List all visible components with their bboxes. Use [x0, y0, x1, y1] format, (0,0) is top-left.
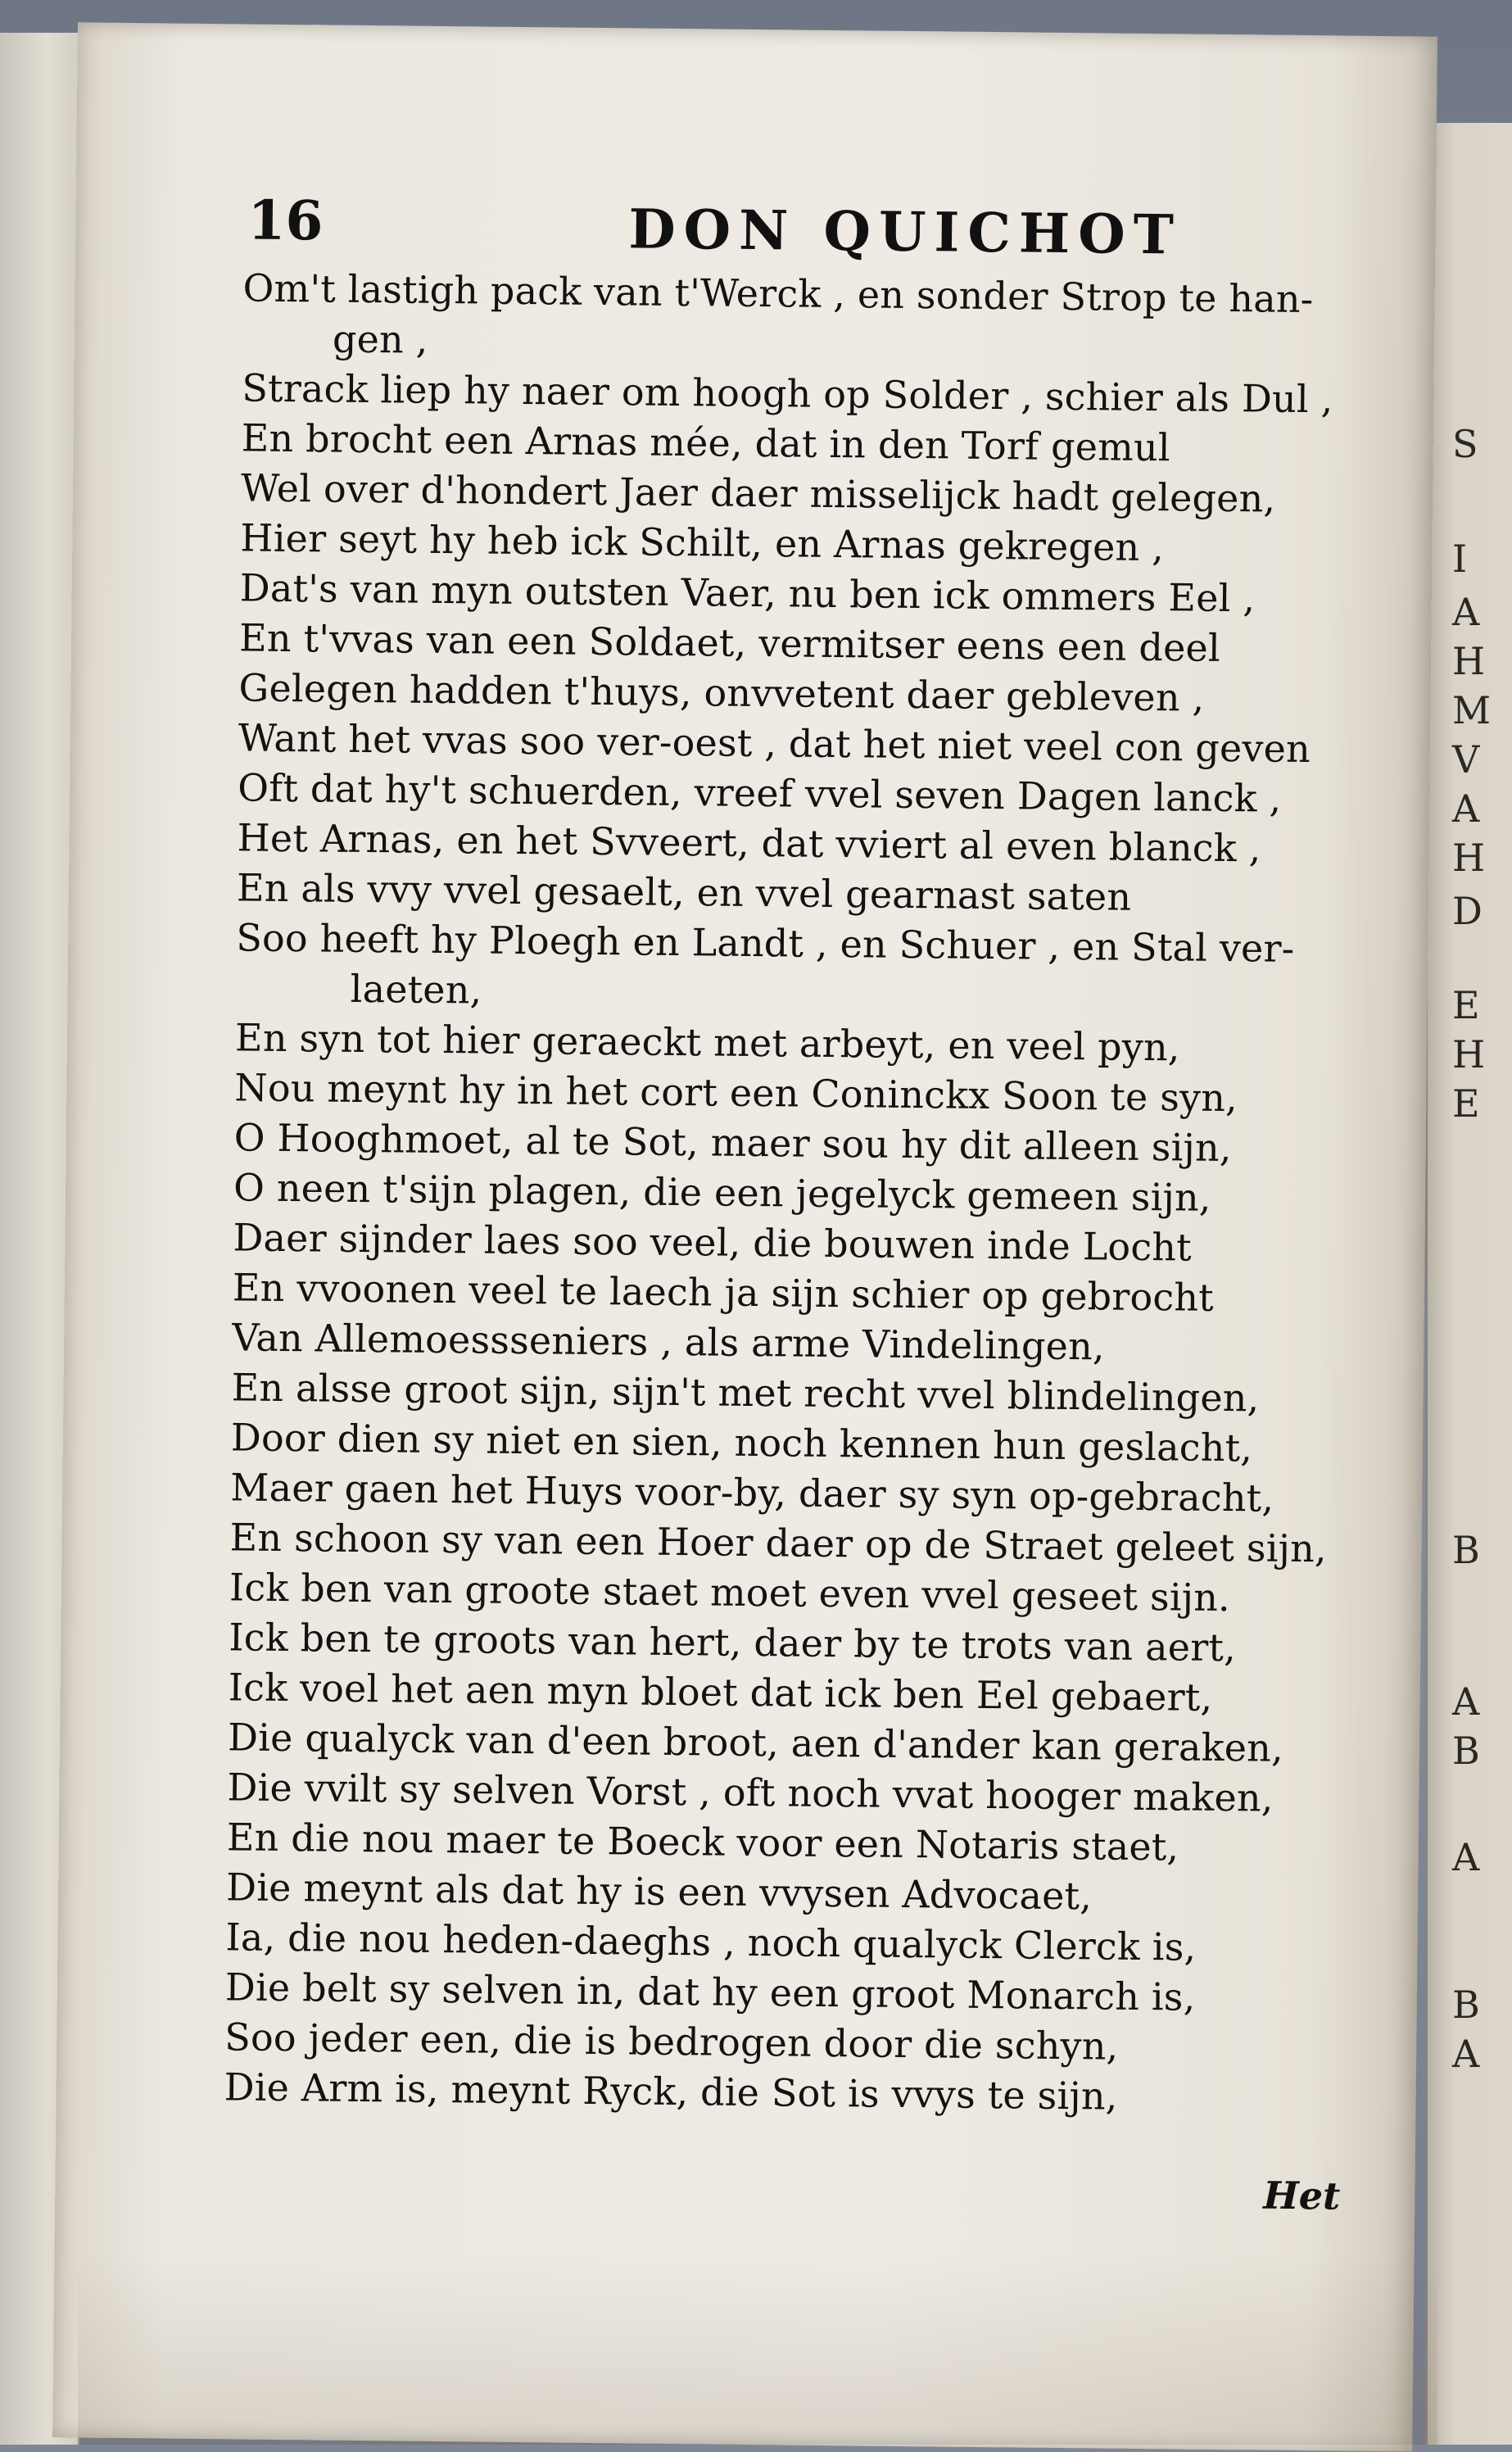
adjacent-page-fragment: S [1452, 422, 1478, 466]
verse-line: Wel over d'hondert Jaer daer misselijck hadt gelegen, [240, 465, 1276, 521]
verse-line: Die belt sy selven in, dat hy een groot Monarch is, [224, 1965, 1196, 2019]
verse-line: Ick voel het aen myn bloet dat ick ben Eel gebaert, [228, 1665, 1213, 1720]
adjacent-page-fragment: V [1452, 737, 1480, 782]
adjacent-page-fragment: M [1452, 688, 1492, 732]
verse-line: Die qualyck van d'een broot, aen d'ander kan geraken, [227, 1715, 1284, 1770]
verse-line: Die meynt als dat hy is een vvysen Advocaet, [225, 1865, 1093, 1919]
verse-line: Ia, die nou heden-daeghs , noch qualyck Clerck is, [225, 1915, 1197, 1969]
adjacent-page-fragment: A [1452, 590, 1480, 634]
adjacent-page-fragment: A [1452, 1679, 1480, 1724]
verse-line: En alsse groot sijn, sijn't met recht vvel blindelingen, [231, 1365, 1260, 1421]
adjacent-page-fragment: I [1452, 537, 1468, 581]
page-header [247, 188, 1346, 273]
verse-line: Ick ben te groots van hert, daer by te trots van aert, [229, 1615, 1237, 1670]
verse-line: Maer gaen het Huys voor-by, daer sy syn op-gebracht, [230, 1465, 1274, 1521]
verse-line: Soo jeder een, die is bedrogen door die schyn, [224, 2015, 1119, 2069]
verse-line: O Hooghmoet, al te Sot, maer sou hy dit alleen sijn, [233, 1115, 1232, 1171]
verse-line: Oft dat hy't schuerden, vreef vvel seven Dagen lanck , [237, 765, 1282, 821]
verse-line: Het Arnas, en het Svveert, dat vviert al even blanck , [237, 815, 1261, 871]
verse-line: Strack liep hy naer om hoogh op Solder , schier als Dul , [242, 365, 1333, 422]
adjacent-page-fragment: E [1452, 983, 1480, 1027]
verse-line: Die vvilt sy selven Vorst , oft noch vvat hooger maken, [227, 1765, 1274, 1820]
verse-line: Door dien sy niet en sien, noch kennen hun geslacht, [230, 1415, 1253, 1471]
adjacent-page-fragment: E [1452, 1081, 1480, 1126]
adjacent-page-fragment: D [1452, 889, 1483, 933]
verse-line: laeten, [350, 966, 482, 1013]
verse-line: En die nou maer te Boeck voor een Notaris staet, [226, 1815, 1179, 1870]
adjacent-page-fragment: A [1452, 1835, 1480, 1879]
verse-line: Want het vvas soo ver-oest , dat het niet veel con geven [238, 715, 1311, 772]
verse-line: Van Allemoessseniers , als arme Vindelingen, [231, 1315, 1106, 1369]
verse-line: Soo heeft hy Ploegh en Landt , en Schuer , en Stal ver- [236, 915, 1295, 971]
verse-line: En vvoonen veel te laech ja sijn schier op gebrocht [232, 1265, 1215, 1320]
running-title: DON QUICHOT [628, 197, 1183, 267]
adjacent-page-fragment: H [1452, 1032, 1486, 1076]
adjacent-page-fragment: H [1452, 836, 1486, 880]
verse-line: En brocht een Arnas mée, dat in den Torf gemul [241, 415, 1171, 470]
adjacent-page-fragment: B [1452, 1983, 1480, 2027]
adjacent-page-fragment: A [1452, 2032, 1480, 2076]
verse-line: Die Arm is, meynt Ryck, die Sot is vvys te sijn, [224, 2064, 1118, 2119]
adjacent-page-fragment: B [1452, 1528, 1480, 1572]
book-page [52, 22, 1437, 2451]
verse-line: En syn tot hier geraeckt met arbeyt, en veel pyn, [234, 1015, 1180, 1070]
adjacent-page-fragment: H [1452, 639, 1486, 683]
page-shadow [78, 2253, 1437, 2445]
verse-line: En als vvy vvel gesaelt, en vvel gearnast saten [236, 865, 1132, 919]
verse-line: O neen t'sijn plagen, die een jegelyck gemeen sijn, [233, 1165, 1211, 1220]
verse-text [224, 263, 1406, 2124]
verse-line: Ick ben van groote staet moet even vvel geseet sijn. [229, 1565, 1231, 1620]
verse-line: En schoon sy van een Hoer daer op de Straet geleet sijn, [229, 1515, 1328, 1571]
adjacent-page-fragment: B [1452, 1729, 1480, 1773]
verse-line: Hier seyt hy heb ick Schilt, en Arnas gekregen , [240, 515, 1165, 570]
adjacent-page [1425, 123, 1512, 2445]
page-number: 16 [247, 188, 324, 253]
adjacent-page-fragment: A [1452, 786, 1480, 831]
verse-line: En t'vvas van een Soldaet, vermitser eens een deel [238, 615, 1221, 670]
verse-line: gen , [332, 316, 428, 362]
verse-line: Daer sijnder laes soo veel, die bouwen inde Locht [233, 1215, 1193, 1270]
verse-line: Nou meynt hy in het cort een Coninckx Soon te syn, [234, 1065, 1238, 1121]
verse-line: Dat's van myn outsten Vaer, nu ben ick ommers Eel , [239, 565, 1256, 621]
catchword: Het [1263, 2173, 1341, 2219]
verse-line: Om't lastigh pack van t'Werck , en sonder Strop te han- [242, 265, 1314, 322]
verse-line: Gelegen hadden t'huys, onvvetent daer gebleven , [238, 665, 1205, 720]
